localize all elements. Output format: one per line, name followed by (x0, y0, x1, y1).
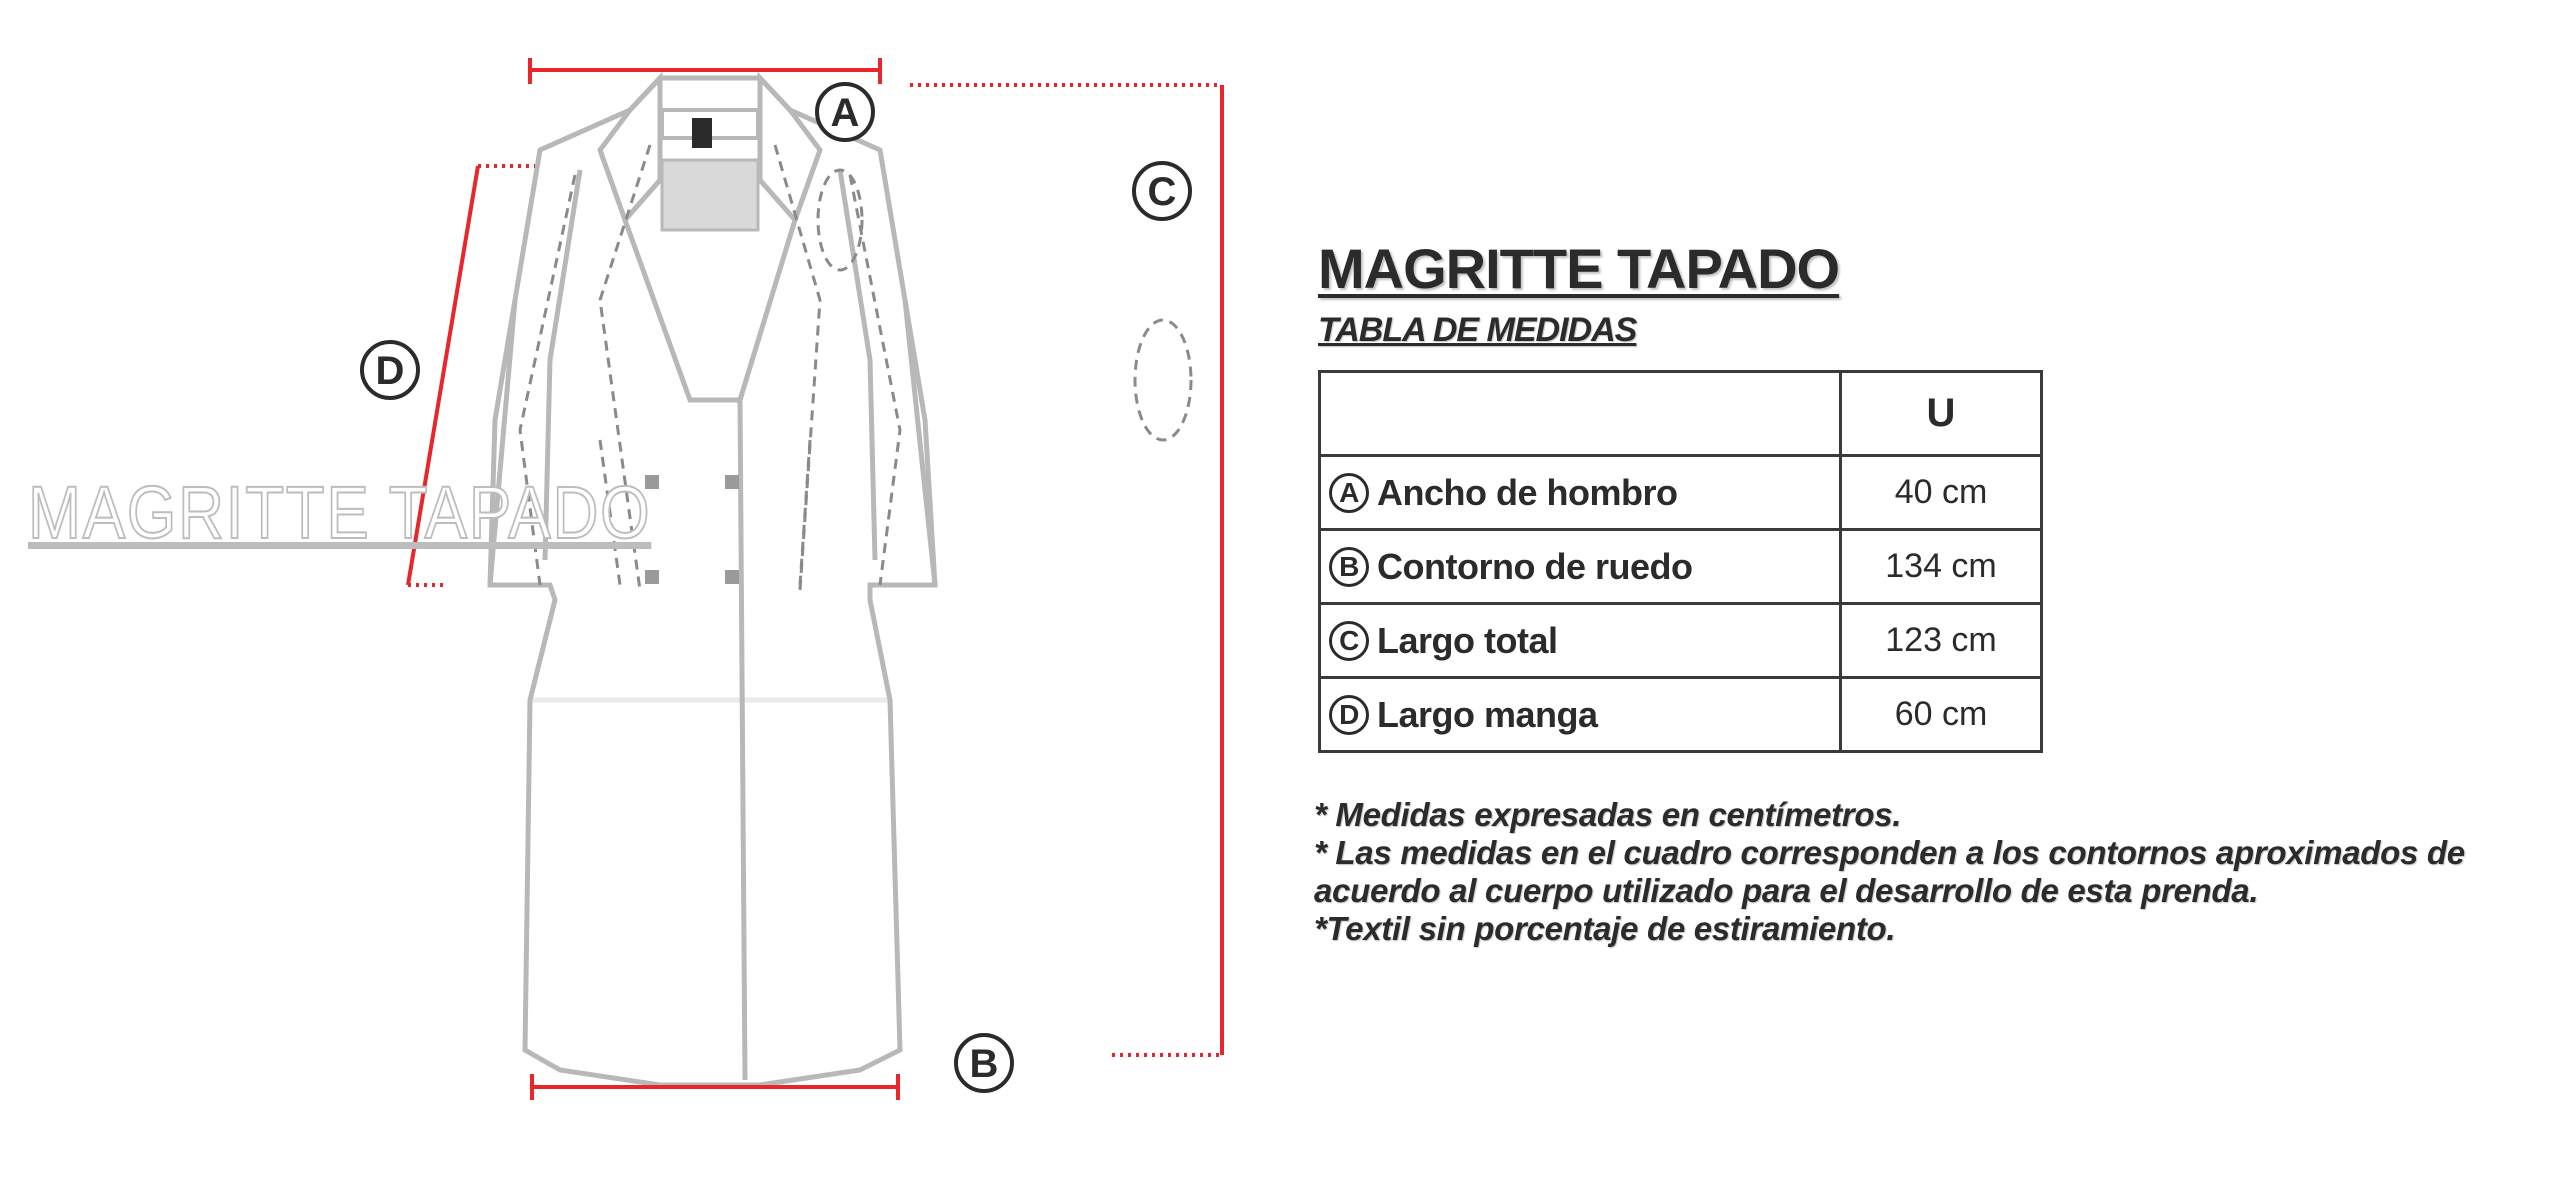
svg-text:A: A (830, 91, 860, 135)
marker-c (1134, 163, 1190, 219)
marker-d (362, 342, 418, 398)
note-item: * Las medidas en el cuadro corresponden a los contornos aproximados de acuerdo al cuerpo utilizado para el desarrollo de esta prenda. (1314, 834, 2465, 909)
measurement-notes (1314, 796, 2514, 948)
marker-c-badge: C (1329, 621, 1369, 661)
note-item: *Textil sin porcentaje de estiramiento. (1314, 910, 1896, 947)
row-label: Largo manga (1377, 693, 1598, 735)
row-value: 40 cm (1841, 456, 2042, 530)
collar-tab (692, 118, 712, 148)
marker-a-badge: A (1329, 473, 1369, 513)
collar-fill (662, 160, 758, 230)
note-item: * Medidas expresadas en centímetros. (1314, 796, 1902, 833)
empty-header-cell (1320, 372, 1841, 456)
size-header: U (1841, 372, 2042, 456)
product-title: MAGRITTE TAPADO (1318, 237, 1840, 300)
marker-b (956, 1035, 1012, 1091)
coat-buttons (645, 475, 739, 584)
table-row (1320, 678, 2042, 752)
measurement-table (1318, 370, 2043, 753)
table-row (1320, 456, 2042, 530)
table-subtitle: TABLA DE MEDIDAS (1318, 311, 1637, 349)
row-label: Ancho de hombro (1377, 471, 1678, 513)
svg-text:C: C (1147, 170, 1177, 214)
ghost-watermark-text: MAGRITTE TAPADO (28, 471, 652, 554)
marker-b-badge: B (1329, 547, 1369, 587)
row-label: Contorno de ruedo (1377, 545, 1693, 587)
row-value: 134 cm (1841, 530, 2042, 604)
marker-a (817, 84, 873, 140)
table-header-row (1320, 372, 2042, 456)
coat-illustration (0, 0, 1280, 1177)
svg-text:B: B (969, 1042, 999, 1086)
size-info-panel (1314, 236, 2518, 947)
marker-d-badge: D (1329, 695, 1369, 735)
table-row (1320, 604, 2042, 678)
row-value: 60 cm (1841, 678, 2042, 752)
row-label: Largo total (1377, 619, 1558, 661)
svg-text:D: D (375, 349, 405, 393)
row-value: 123 cm (1841, 604, 2042, 678)
coat-measurement-diagram (0, 0, 1280, 1177)
table-row (1320, 530, 2042, 604)
